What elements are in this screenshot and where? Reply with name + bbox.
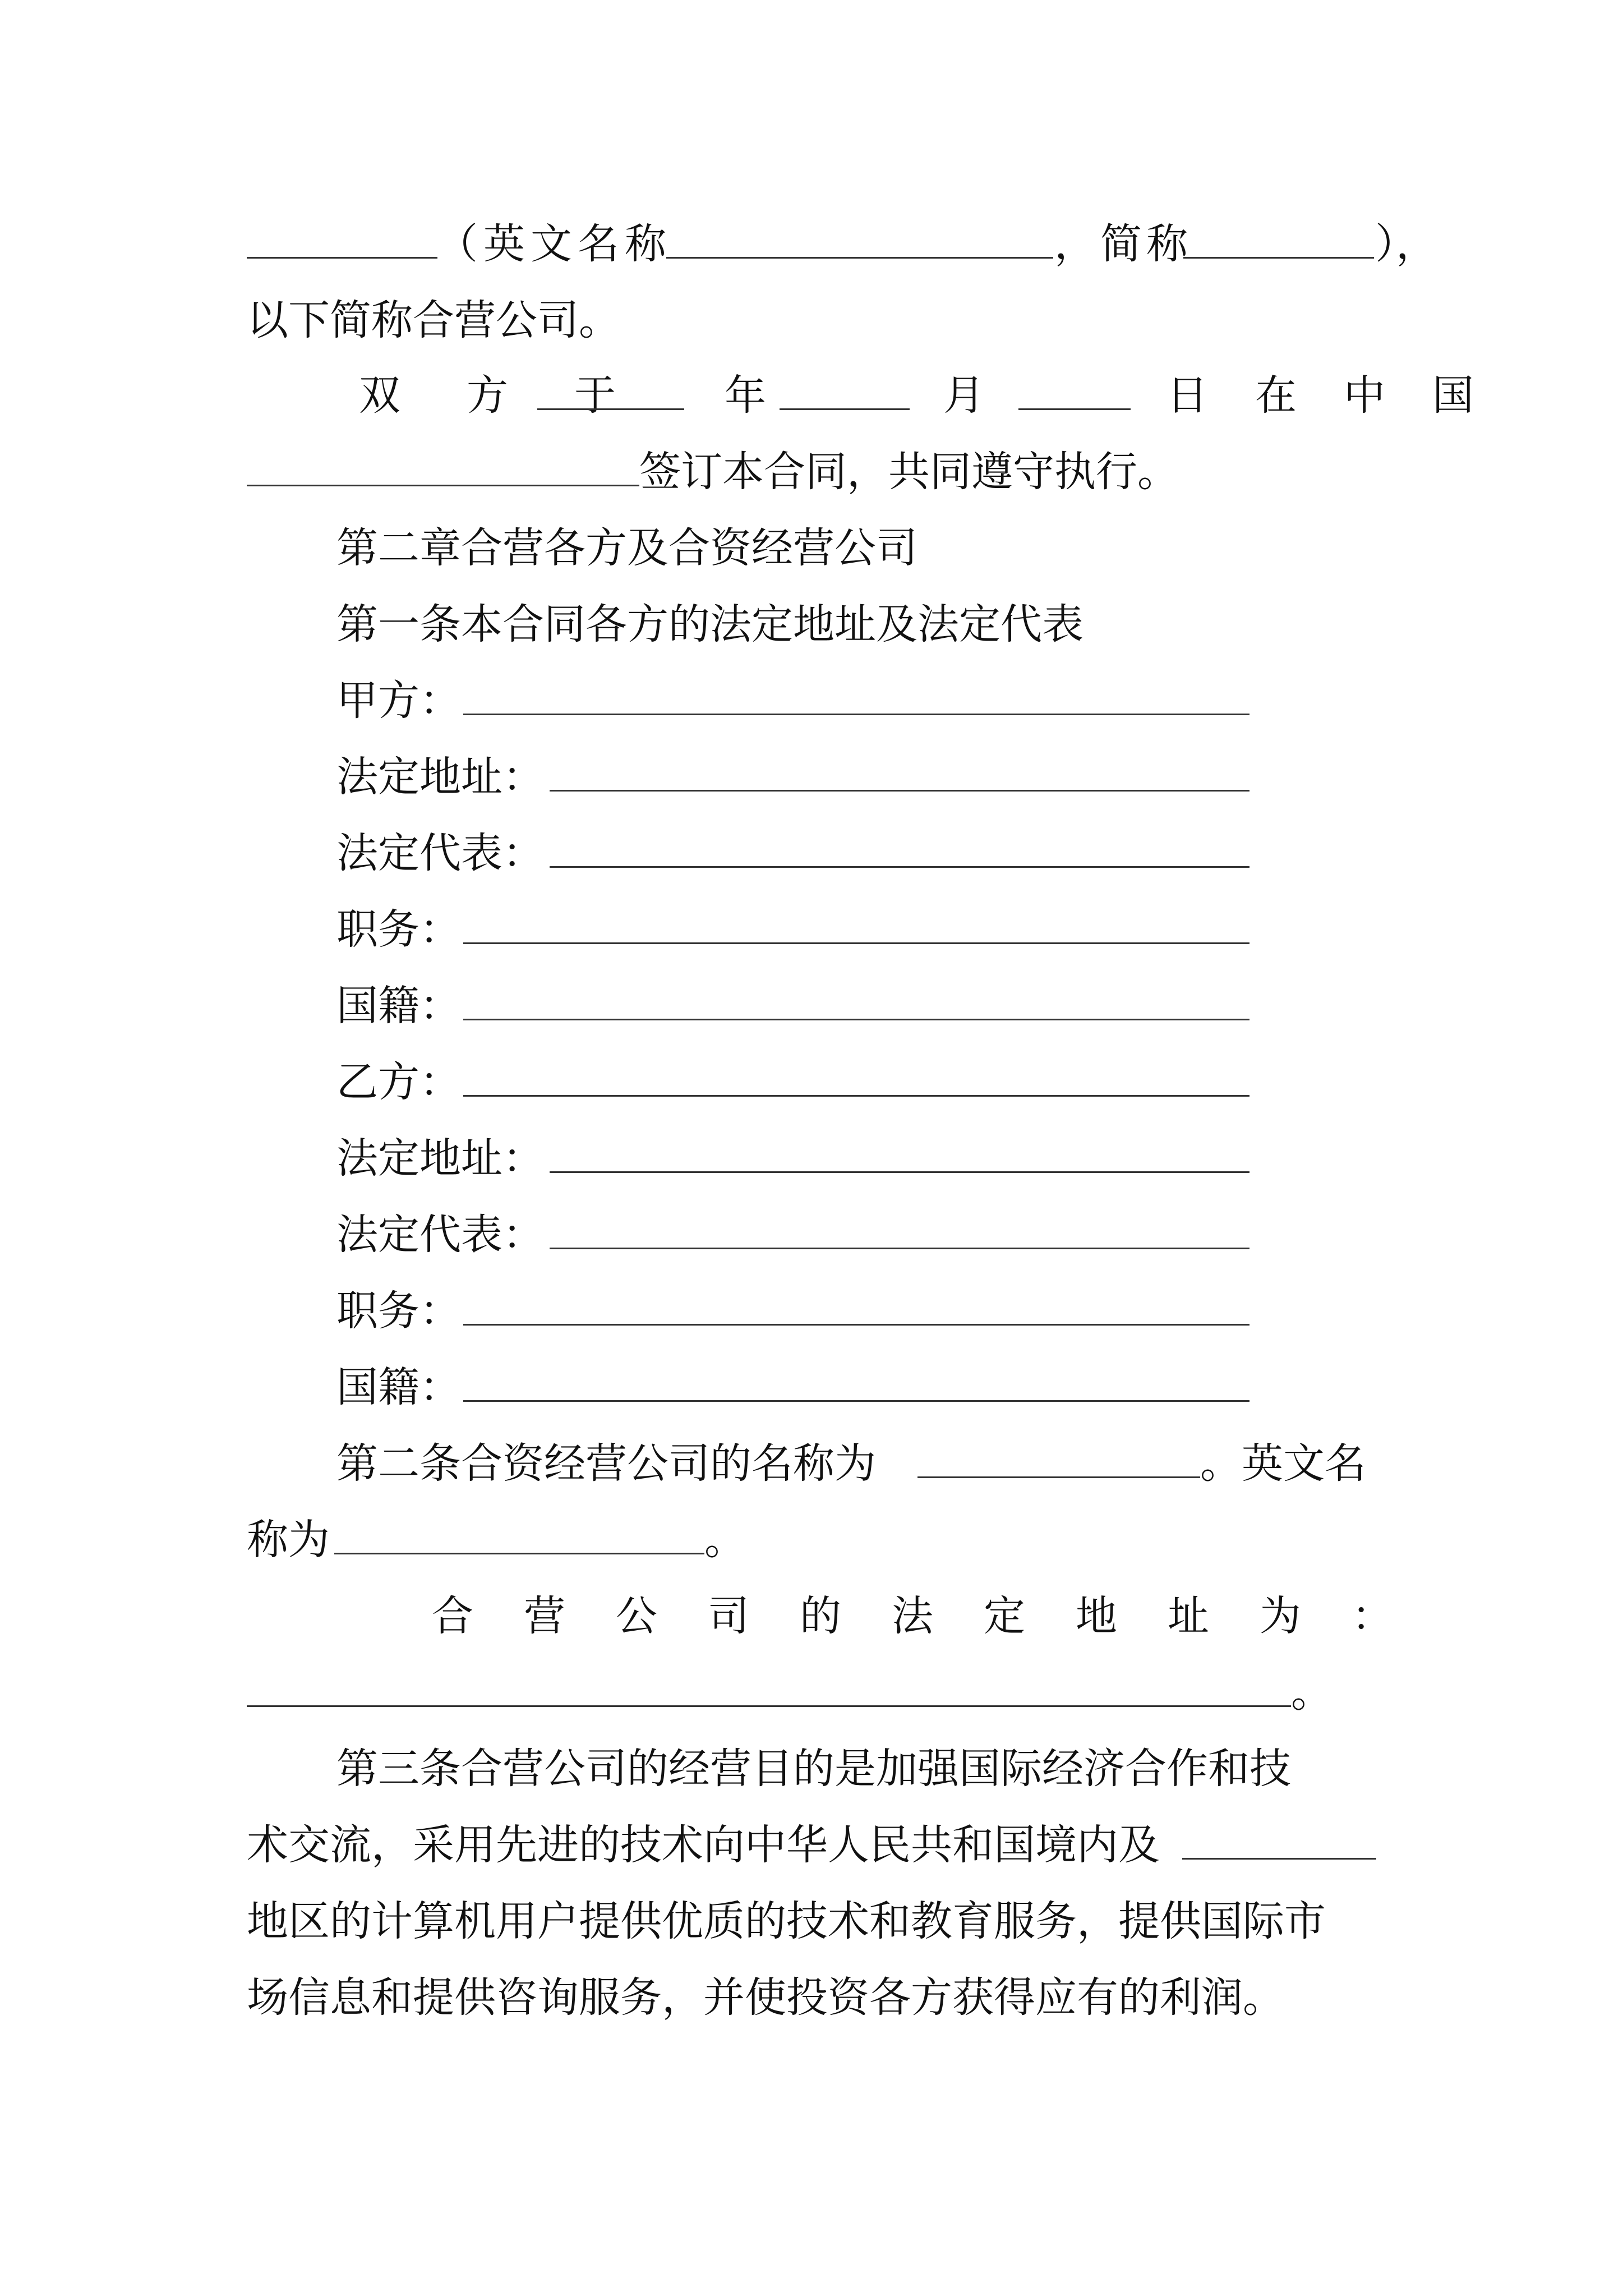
party-b-label: 乙方： <box>336 1058 461 1106</box>
party-a-representative-blank <box>550 866 1249 868</box>
abbrev-close: ）， <box>1375 220 1437 268</box>
article-two-lead: 第二条合资经营公司的名称为 <box>336 1439 876 1488</box>
party-b-address-line <box>0 1122 1623 1195</box>
article-two-line-2 <box>0 1503 1623 1576</box>
article-three-text-2: 术交流，采用先进的技术向中华人民共和国境内及 <box>247 1821 1160 1869</box>
party-a-address-label: 法定地址： <box>336 753 544 801</box>
party-b-nationality-label: 国籍： <box>336 1363 461 1411</box>
party-b-nationality-blank <box>463 1400 1249 1402</box>
party-a-address-blank <box>550 790 1249 792</box>
intro-line-2 <box>0 284 1623 357</box>
english-name-prefix: （英文名称 <box>436 220 672 268</box>
article-two-address-end: 。 <box>1291 1668 1332 1717</box>
party-a-nationality-line <box>0 969 1623 1042</box>
signing-line-1 <box>0 359 1623 432</box>
article-three-line-2 <box>0 1809 1623 1881</box>
article-three-text-4: 场信息和提供咨询服务，并使投资各方获得应有的利润。 <box>247 1973 1284 2022</box>
party-b-position-line <box>0 1274 1623 1347</box>
signing-day-in-china: 日在中国 <box>1166 371 1521 420</box>
article-two-name-is: 称为 <box>247 1516 330 1564</box>
party-b-blank <box>463 1095 1249 1097</box>
party-b-position-label: 职务： <box>336 1287 461 1335</box>
article-three-line-1 <box>0 1732 1623 1805</box>
article-two-address-lead: 合营公司的法定地址为： <box>432 1592 1444 1640</box>
article-three-line-4 <box>0 1961 1623 2034</box>
chapter-two-title: 第二章合营各方及合资经营公司 <box>336 524 917 572</box>
article-two-line-1 <box>0 1427 1623 1500</box>
signing-month-blank <box>780 408 910 410</box>
hereinafter-text: 以下简称合营公司。 <box>247 296 620 344</box>
party-a-representative-line <box>0 817 1623 890</box>
party-a-label: 甲方： <box>336 677 461 725</box>
chapter-two-title-line <box>0 512 1623 585</box>
article-two-line-3 <box>0 1580 1623 1653</box>
party-b-representative-blank <box>550 1248 1249 1249</box>
article-two-name-end: 。 <box>704 1516 746 1564</box>
party-a-representative-label: 法定代表： <box>336 829 544 877</box>
party-a-position-line <box>0 893 1623 966</box>
article-one-title: 第一条本合同各方的法定地址及法定代表 <box>336 600 1083 648</box>
party-a-line <box>0 664 1623 737</box>
jv-name-blank <box>917 1476 1200 1478</box>
party-a-address-line <box>0 740 1623 813</box>
article-one-title-line <box>0 588 1623 661</box>
article-three-text-3: 地区的计算机用户提供优质的技术和教育服务，提供国际市 <box>247 1897 1326 1945</box>
party-b-representative-label: 法定代表： <box>336 1211 544 1259</box>
party-a-blank <box>463 714 1249 715</box>
signing-tail: 签订本合同，共同遵守执行。 <box>639 448 1179 496</box>
article-two-line-4 <box>0 1656 1623 1729</box>
signing-place-blank <box>247 485 639 486</box>
party-b-nationality-line <box>0 1351 1623 1424</box>
party-b-position-blank <box>463 1324 1249 1326</box>
signing-year-blank <box>537 408 684 410</box>
jv-address-blank <box>247 1705 1291 1707</box>
party-a-position-blank <box>463 942 1249 944</box>
article-three-text-1: 第三条合营公司的经营目的是加强国际经济合作和技 <box>336 1745 1291 1793</box>
signing-line-2 <box>0 435 1623 508</box>
party-b-address-label: 法定地址： <box>336 1134 544 1182</box>
english-name-blank <box>666 257 1053 259</box>
article-three-line-3 <box>0 1885 1623 1958</box>
abbrev-prefix: ，简称 <box>1054 220 1192 268</box>
signing-lead: 双方于 <box>359 371 682 420</box>
party-b-representative-line <box>0 1198 1623 1271</box>
intro-line-1 <box>0 208 1623 280</box>
article-two-english-name: 。英文名 <box>1200 1439 1366 1488</box>
signing-day-blank <box>1018 408 1131 410</box>
party-a-position-label: 职务： <box>336 905 461 954</box>
company-name-blank <box>247 257 437 259</box>
jv-english-name-blank <box>334 1553 704 1554</box>
signing-year-label: 年 <box>725 371 766 420</box>
party-a-nationality-blank <box>463 1019 1249 1020</box>
party-a-nationality-label: 国籍： <box>336 982 461 1030</box>
abbrev-blank <box>1183 257 1374 259</box>
party-b-line <box>0 1046 1623 1119</box>
signing-month-label: 月 <box>943 371 985 420</box>
region-blank <box>1182 1858 1376 1860</box>
party-b-address-blank <box>550 1171 1249 1173</box>
